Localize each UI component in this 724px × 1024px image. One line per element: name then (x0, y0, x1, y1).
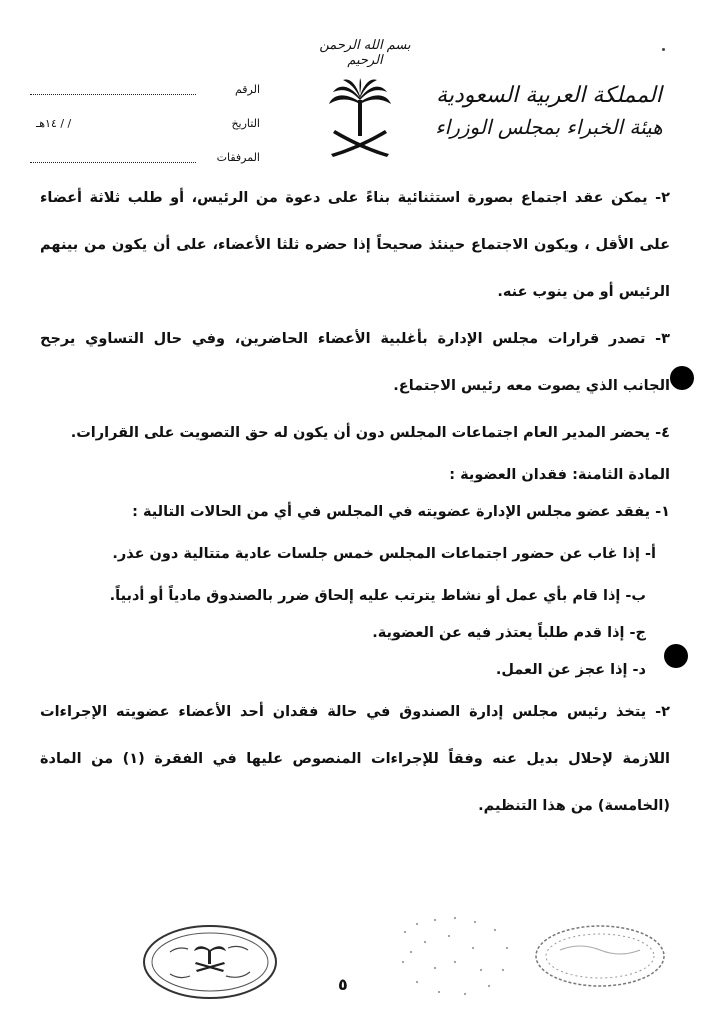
attachments-line (30, 152, 196, 163)
scan-speck (662, 48, 665, 51)
reference-line (30, 84, 196, 95)
country-name: المملكة العربية السعودية (436, 83, 662, 108)
clause-1: ١- يفقد عضو مجلس الإدارة عضويته في المجلس في أي من الحالات التالية : (132, 504, 670, 520)
date-label: التاريخ (231, 116, 260, 130)
punch-hole (670, 366, 694, 390)
letterhead (414, 80, 684, 142)
list-item-a: أ- إذا غاب عن حضور اجتماعات المجلس خمس جلسات عادية متتالية دون عذر. (112, 546, 656, 562)
date-row (30, 106, 260, 140)
faded-stamp (395, 912, 515, 1002)
list-item-b: ب- إذا قام بأي عمل أو نشاط يترتب عليه إلحاق ضرر بالصندوق مادياً أو أدبياً. (109, 588, 646, 604)
saudi-emblem-icon (325, 78, 395, 158)
list-item-c: ج- إذا قدم طلباً يعتذر فيه عن العضوية. (372, 625, 646, 641)
reference-block (30, 72, 260, 174)
official-stamp (140, 922, 280, 1002)
authority-name: هيئة الخبراء بمجلس الوزراء (435, 115, 663, 139)
basmala: بسم الله الرحمن الرحيم (319, 38, 411, 68)
paragraph-2: ٢- يمكن عقد اجتماع بصورة استثنائية بناءً على دعوة من الرئيس، أو طلب ثلاثة أعضاء على الأقل ، ويكون الاجتماع حينئذ صحيحاً إذا حضره ثلثا الأعضاء، على أن يكون من بينهم الرئيس أو من ينوب عنه. (40, 190, 670, 300)
paragraph-4: ٤- يحضر المدير العام اجتماعات المجلس دون أن يكون له حق التصويت على القرارات. (70, 425, 670, 441)
partial-stamp (520, 920, 670, 990)
clause-2: ٢- يتخذ رئيس مجلس إدارة الصندوق في حالة فقدان أحد الأعضاء عضويته الإجراءات اللازمة لإحلال بديل عنه وفقاً للإجراءات المنصوص عليها في الفقرة (١) من المادة (الخامسة) من هذا التنظيم. (40, 704, 670, 814)
page-number: ٥ (338, 975, 348, 994)
list-item-d: د- إذا عجز عن العمل. (495, 662, 646, 678)
reference-label: الرقم (234, 82, 260, 96)
attachments-row (30, 140, 260, 174)
reference-number-row (30, 72, 260, 106)
article-heading: المادة الثامنة: فقدان العضوية : (449, 467, 670, 483)
paragraph-3: ٣- تصدر قرارات مجلس الإدارة بأغلبية الأعضاء الحاضرين، وفي حال التساوي يرجح الجانب الذي يصوت معه رئيس الاجتماع. (40, 331, 670, 394)
date-placeholder: / / ١٤هـ (36, 116, 72, 130)
attachments-label: المرفقات (216, 150, 260, 164)
document-body (40, 175, 670, 830)
